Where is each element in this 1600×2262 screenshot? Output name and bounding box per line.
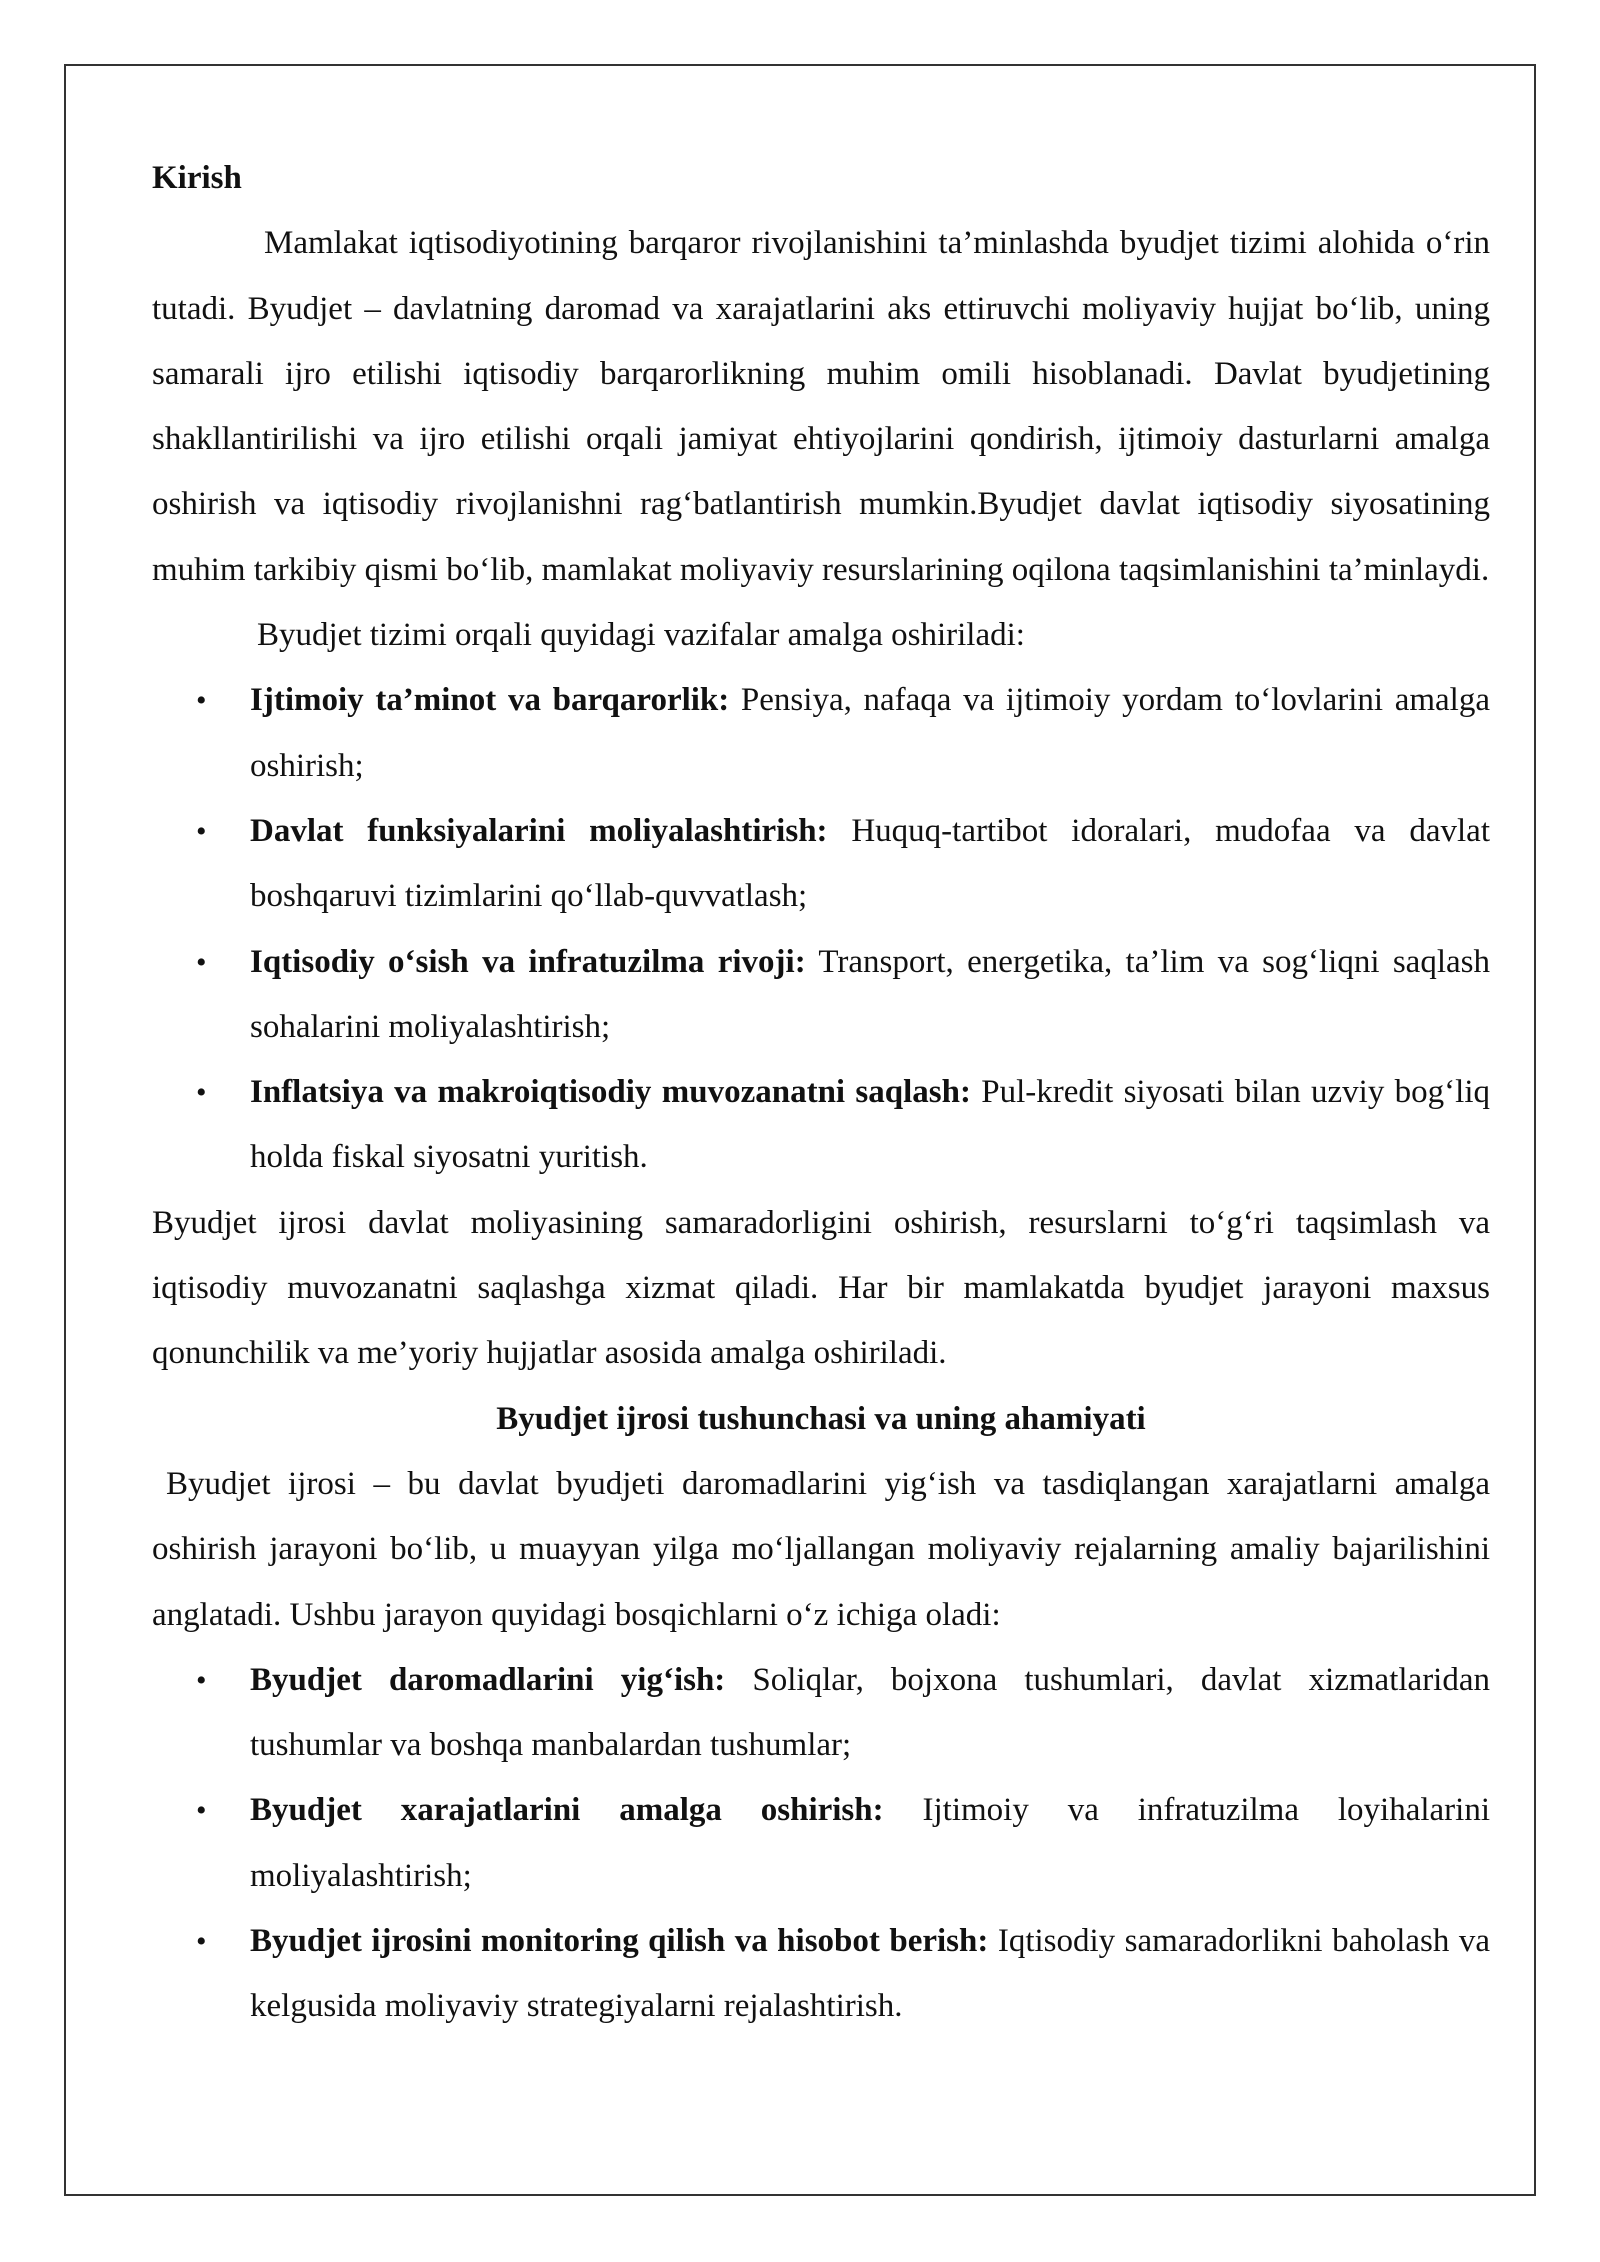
list-item-text: Huquq-tartibot idoralari, mudofaa va davlat boshqaruvi tizimlarini qo‘llab-quvvatlash; [250,812,1490,915]
document-body [152,146,1490,2040]
document-heading: Kirish [152,160,242,196]
bullet-icon: • [196,814,207,848]
list-item-text: Transport, energetika, ta’lim va sog‘liqni saqlash sohalarini moliyalashtirish; [250,943,1490,1045]
list-item [152,1778,1490,1909]
list-item [152,1909,1490,2040]
stages-list [152,1648,1490,2040]
section-title: Byudjet ijrosi tushunchasi va uning ahamiyati [496,1400,1146,1437]
list-item [152,668,1490,799]
bullet-icon: • [196,945,207,979]
section-paragraph: Byudjet ijrosi – bu davlat byudjeti daromadlarini yig‘ish va tasdiqlangan xarajatlarni amalga oshirish jarayoni bo‘lib, u muayyan yilga mo‘ljallangan moliyaviy rejalarning amaliy bajarilishini anglatadi. Ushbu jarayon quyidagi bosqichlarni o‘z ichiga oladi: [152,1465,1490,1633]
list-item-text: Iqtisodiy samaradorlikni baholash va kelgusida moliyaviy strategiyalarni rejalashtirish. [250,1923,1490,2025]
list-item [152,930,1490,1061]
list-item-term: Byudjet ijrosini monitoring qilish va hisobot berish: [250,1923,989,1960]
list-item [152,1648,1490,1779]
bullet-icon: • [196,1794,207,1828]
bullet-icon: • [196,684,207,718]
list-item-text: Soliqlar, bojxona tushumlari, davlat xizmatlaridan tushumlar va boshqa manbalardan tushumlar; [250,1661,1490,1764]
list-item [152,1060,1490,1191]
list-item-text: Pul-kredit siyosati bilan uzviy bog‘liq holda fiskal siyosatni yuritish. [250,1074,1490,1176]
list-item-term: Byudjet daromadlarini yig‘ish: [250,1661,726,1698]
list-item-term: Inflatsiya va makroiqtisodiy muvozanatni saqlash: [250,1074,971,1111]
bullet-icon: • [196,1925,207,1959]
list-item-term: Iqtisodiy o‘sish va infratuzilma rivoji: [250,943,806,980]
list-item-term: Davlat funksiyalarini moliyalashtirish: [250,812,828,849]
bullet-icon: • [196,1663,207,1697]
bullet-icon: • [196,1076,207,1110]
functions-intro: Byudjet tizimi orqali quyidagi vazifalar amalga oshiriladi: [257,617,1025,654]
list-item-text: Pensiya, nafaqa va ijtimoiy yordam to‘lovlarini amalga oshirish; [250,682,1490,784]
list-item-term: Byudjet xarajatlarini amalga oshirish: [250,1792,884,1829]
functions-list [152,668,1490,1190]
list-item [152,799,1490,930]
intro-paragraph: Mamlakat iqtisodiyotining barqaror rivojlanishini ta’minlashda byudjet tizimi alohida o‘rin tutadi. Byudjet – davlatning daromad va xarajatlarini aks ettiruvchi moliyaviy hujjat bo‘lib, uning samarali ijro etilishi iqtisodiy barqarorlikning muhim omili hisoblanadi. Davlat byudjetining shakllantirilishi va ijro etilishi orqali jamiyat ehtiyojlarini qondirish, ijtimoiy dasturlarni amalga oshirish va iqtisodiy rivojlanishni rag‘batlantirish mumkin.Byudjet davlat iqtisodiy siyosatining muhim tarkibiy qismi bo‘lib, mamlakat moliyaviy resurslarining oqilona taqsimlanishini ta’minlaydi. [152,225,1490,588]
closing-paragraph: Byudjet ijrosi davlat moliyasining samaradorligini oshirish, resurslarni to‘g‘ri taqsimlash va iqtisodiy muvozanatni saqlashga xizmat qiladi. Har bir mamlakatda byudjet jarayoni maxsus qonunchilik va me’yoriy hujjatlar asosida amalga oshiriladi. [152,1204,1490,1372]
list-item-term: Ijtimoiy ta’minot va barqarorlik: [250,682,730,719]
list-item-text: Ijtimoiy va infratuzilma loyihalarini moliyalashtirish; [250,1792,1490,1894]
